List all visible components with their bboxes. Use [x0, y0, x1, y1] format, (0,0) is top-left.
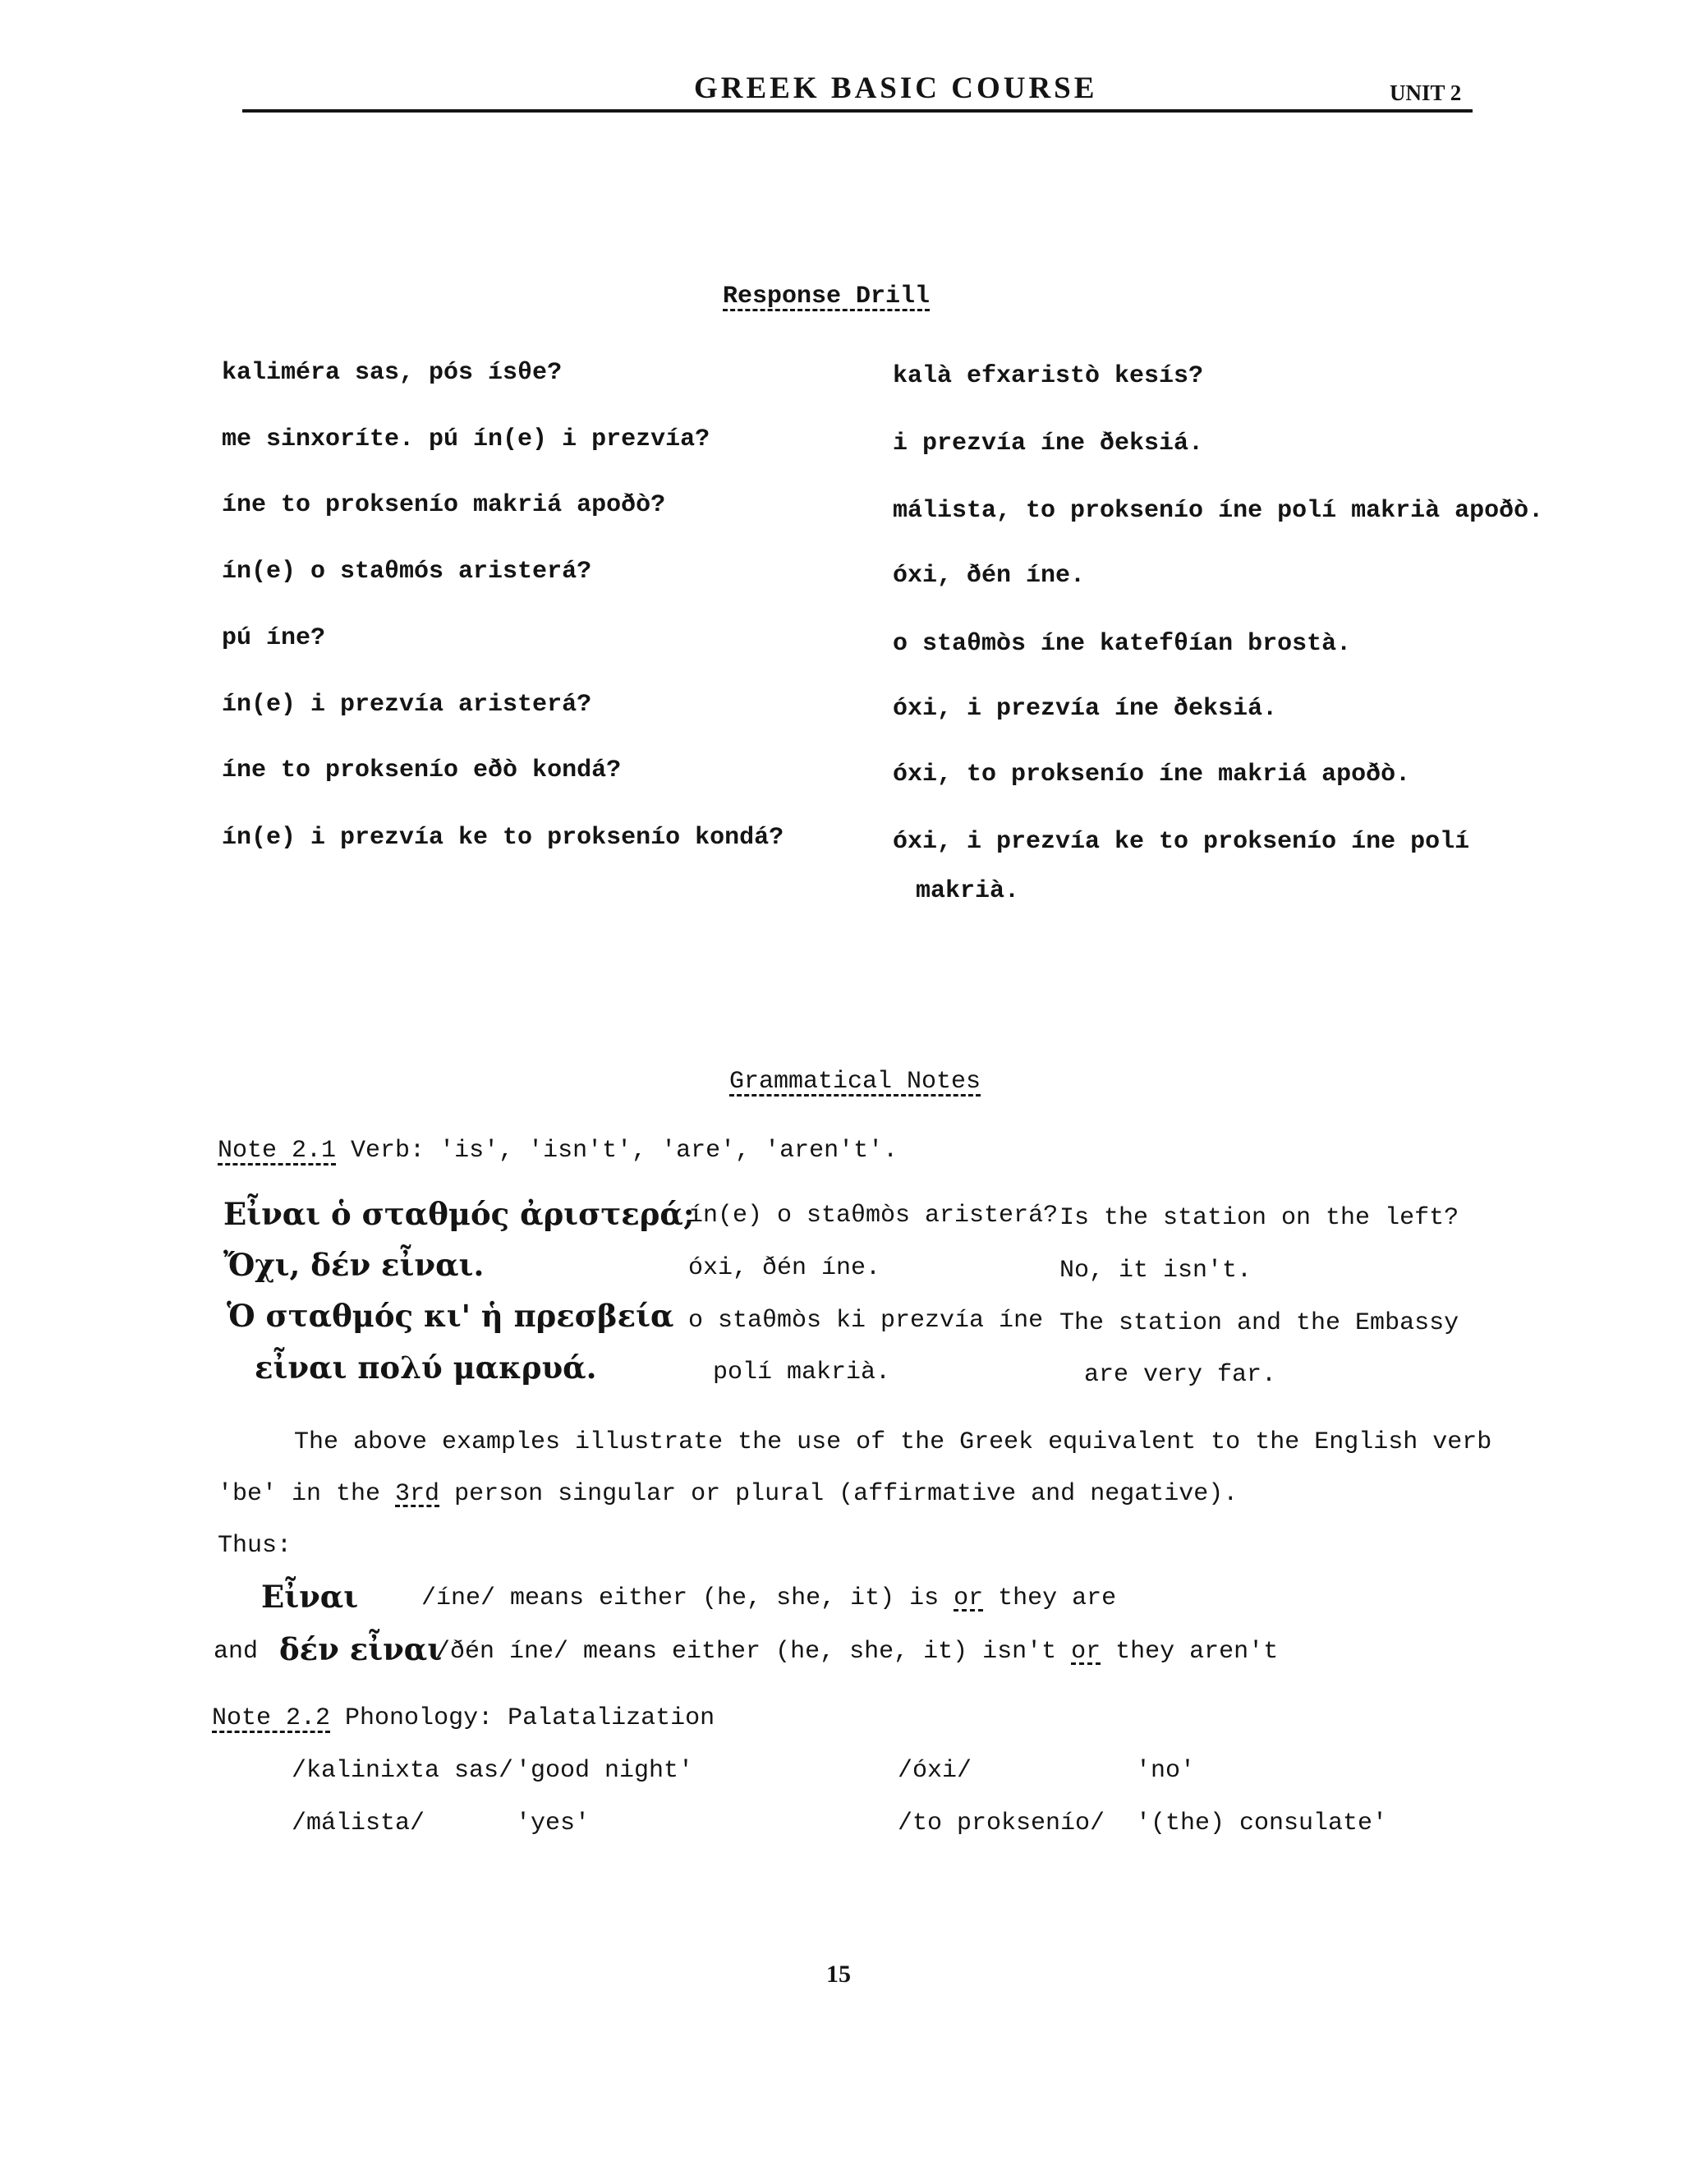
equivalence-text: /íne/ means either (he, she, it) is [421, 1584, 954, 1612]
drill-prompt: kaliméra sas, pós ísθe? [222, 359, 563, 387]
english-translation: are very far. [1084, 1361, 1277, 1389]
note-2-1-heading: Verb: 'is', 'isn't', 'are', 'aren't'. [351, 1137, 898, 1165]
transliteration: ín(e) o staθmòs aristerá? [688, 1202, 1059, 1230]
unit-label: UNIT 2 [1390, 80, 1462, 105]
equivalence-2 [435, 1638, 1278, 1666]
explanation-underlined: 3rd [395, 1480, 440, 1508]
equivalence-text: /ðén íne/ means either (he, she, it) isn't [435, 1638, 1072, 1666]
greek-sentence: Εἶναι ὁ σταθμός ἀριστερά; [223, 1196, 695, 1232]
drill-response: kalà efxaristò kesís? [893, 362, 1204, 390]
transliteration: óxi, ðén íne. [688, 1254, 881, 1282]
drill-response: o staθmòs íne katefθían brostà. [893, 630, 1352, 658]
thus-label: Thus: [218, 1532, 292, 1560]
example-word: /to proksenío/ [898, 1809, 1105, 1837]
note-2-2-heading: Phonology: Palatalization [345, 1704, 715, 1732]
explanation-line-1: The above examples illustrate the use of the Greek equivalent to the English verb [294, 1428, 1492, 1456]
drill-prompt: íne to proksenío eðò kondá? [222, 756, 622, 784]
and-label: and [214, 1638, 259, 1666]
greek-sentence: εἶναι πολύ μακρυά. [255, 1349, 597, 1386]
example-word: /málista/ [292, 1809, 425, 1837]
equivalence-or: or [1071, 1638, 1101, 1666]
example-gloss: '(the) consulate' [1136, 1809, 1388, 1837]
greek-sentence: Ὁ σταθμός κι' ἡ πρεσβεία [227, 1298, 674, 1334]
explanation-text: person singular or plural (affirmative and negative). [439, 1480, 1239, 1508]
greek-sentence: Ὄχι, δέν εἶναι. [223, 1247, 485, 1283]
drill-response: óxi, to proksenío íne makriá apoðò. [893, 761, 1411, 789]
explanation-line-2 [218, 1480, 1238, 1508]
drill-response: óxi, i prezvía ke to proksenío íne polí [893, 828, 1470, 856]
greek-phrase: δέν εἶναι [279, 1631, 443, 1667]
page-number: 15 [826, 1961, 851, 1988]
equivalence-or: or [954, 1584, 984, 1612]
drill-prompt: ín(e) i prezvía aristerá? [222, 691, 592, 719]
grammatical-notes-title: Grammatical Notes [729, 1068, 981, 1096]
header-rule [242, 109, 1473, 113]
english-translation: No, it isn't. [1059, 1257, 1252, 1285]
english-translation: Is the station on the left? [1059, 1204, 1459, 1232]
example-word: /kalinixta sas/ [292, 1757, 514, 1785]
drill-prompt: íne to proksenío makriá apoðò? [222, 491, 666, 519]
drill-response: málista, to proksenío íne polí makrià apoðò. [893, 497, 1544, 525]
note-2-1-heading-line [218, 1137, 898, 1165]
transliteration: o staθmòs ki prezvía íne [688, 1307, 1044, 1335]
note-2-1-label: Note 2.1 [218, 1137, 337, 1165]
equivalence-text: they aren't [1101, 1638, 1279, 1666]
drill-response: óxi, ðén íne. [893, 562, 1086, 590]
drill-response: óxi, i prezvía íne ðeksiá. [893, 695, 1278, 723]
course-title: GREEK BASIC COURSE [694, 71, 1098, 105]
example-word: /óxi/ [898, 1757, 972, 1785]
equivalence-1 [421, 1584, 1116, 1612]
example-gloss: 'good night' [516, 1757, 694, 1785]
drill-prompt: ín(e) o staθmós aristerá? [222, 558, 592, 586]
example-gloss: 'no' [1136, 1757, 1196, 1785]
greek-word: Εἶναι [261, 1579, 359, 1615]
explanation-text: 'be' in the [218, 1480, 396, 1508]
drill-prompt: me sinxoríte. pú ín(e) i prezvía? [222, 425, 710, 453]
drill-prompt: ín(e) i prezvía ke to proksenío kondá? [222, 824, 784, 852]
drill-response-continued: makrià. [916, 877, 1020, 905]
drill-prompt: pú íne? [222, 624, 326, 652]
example-gloss: 'yes' [516, 1809, 591, 1837]
english-translation: The station and the Embassy [1059, 1309, 1459, 1337]
note-2-2-heading-line [212, 1704, 715, 1732]
note-2-2-label: Note 2.2 [212, 1704, 331, 1732]
drill-response: i prezvía íne ðeksiá. [893, 430, 1204, 457]
equivalence-text: they are [983, 1584, 1117, 1612]
transliteration: polí makrià. [713, 1359, 891, 1386]
response-drill-title: Response Drill [723, 283, 931, 310]
